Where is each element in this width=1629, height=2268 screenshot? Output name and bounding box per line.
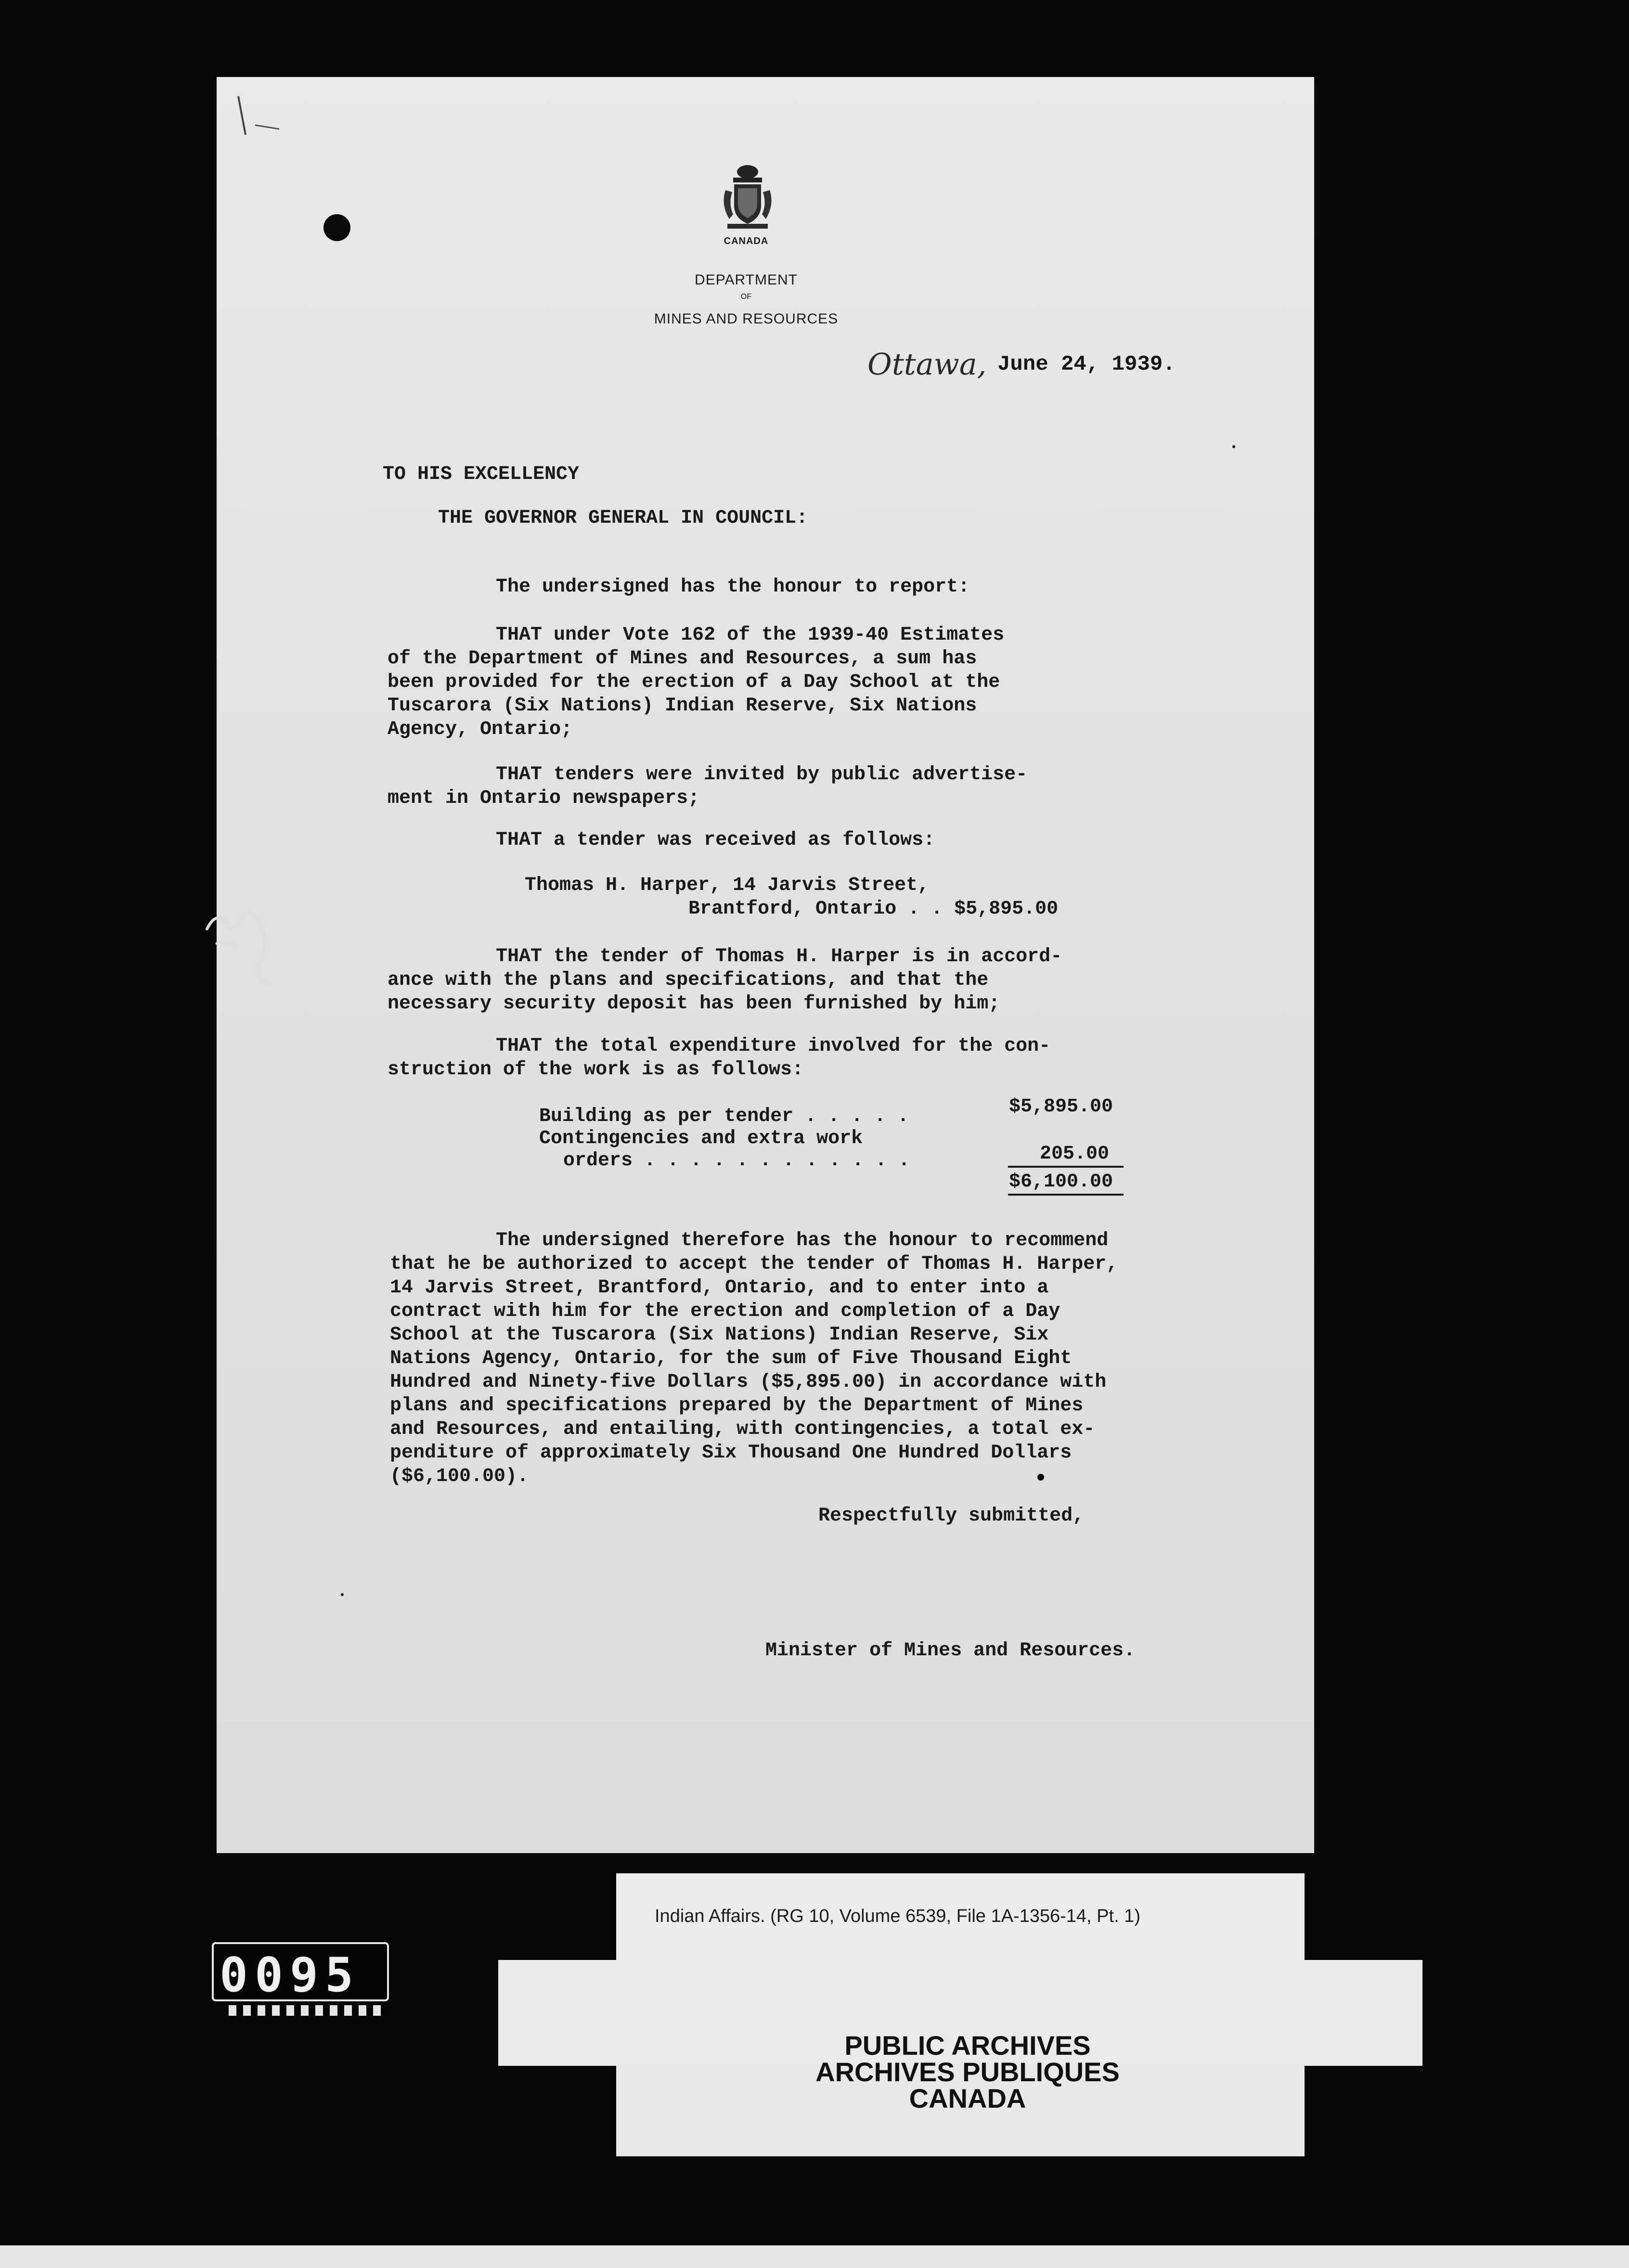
para5-line: THAT the total expenditure involved for the con- bbox=[496, 1035, 1051, 1057]
cost-building-amount: $5,895.00 bbox=[1009, 1096, 1113, 1118]
para6-line: 14 Jarvis Street, Brantford, Ontario, and to enter into a bbox=[390, 1277, 1049, 1299]
cost-building-label: Building as per tender . . . . . bbox=[539, 1106, 909, 1127]
coat-of-arms-icon bbox=[719, 161, 776, 233]
cost-contingencies-label-2: orders . . . . . . . . . . . . bbox=[563, 1150, 910, 1172]
letterhead-ministry: MINES AND RESOURCES bbox=[654, 311, 839, 327]
archive-stamp-line-3: CANADA bbox=[909, 2083, 1026, 2113]
cost-total: $6,100.00 bbox=[1009, 1171, 1113, 1193]
corner-mark bbox=[226, 91, 294, 149]
punch-hole bbox=[323, 214, 350, 241]
film-edge bbox=[0, 2245, 1629, 2268]
para6-line: Nations Agency, Ontario, for the sum of Five Thousand Eight bbox=[390, 1348, 1072, 1369]
speck bbox=[1037, 1474, 1044, 1481]
frame-number-box bbox=[212, 1942, 389, 2001]
para1-line: THAT under Vote 162 of the 1939-40 Estimates bbox=[496, 624, 1005, 646]
para6-line: Hundred and Ninety-five Dollars ($5,895.00) in accordance with bbox=[390, 1371, 1107, 1393]
subtotal-rule bbox=[1008, 1166, 1124, 1168]
para6-line: penditure of approximately Six Thousand One Hundred Dollars bbox=[390, 1442, 1072, 1464]
archive-citation: Indian Affairs. (RG 10, Volume 6539, File 1A-1356-14, Pt. 1) bbox=[655, 1906, 1140, 1926]
date: June 24, 1939. bbox=[997, 352, 1176, 376]
address-line-1: TO HIS EXCELLENCY bbox=[383, 464, 580, 485]
para6-line: ($6,100.00). bbox=[390, 1466, 529, 1487]
para4-line: THAT the tender of Thomas H. Harper is in accord- bbox=[496, 946, 1062, 967]
para6-line: contract with him for the erection and completion of a Day bbox=[390, 1301, 1060, 1322]
archive-stamp-line-2: ARCHIVES PUBLIQUES bbox=[815, 2057, 1120, 2087]
address-line-2: THE GOVERNOR GENERAL IN COUNCIL: bbox=[438, 507, 808, 529]
para2-line: ment in Ontario newspapers; bbox=[388, 787, 700, 809]
letterhead-department: DEPARTMENT bbox=[695, 272, 798, 288]
para6-line: and Resources, and entailing, with contingencies, a total ex- bbox=[390, 1418, 1095, 1440]
place: Ottawa, bbox=[867, 347, 987, 382]
closing: Respectfully submitted, bbox=[818, 1505, 1085, 1527]
letterhead-of: OF bbox=[740, 293, 752, 301]
para1-line: of the Department of Mines and Resources, a sum has bbox=[388, 648, 977, 670]
para1-line: Tuscarora (Six Nations) Indian Reserve, Six Nations bbox=[388, 695, 977, 717]
film-perforation bbox=[229, 2005, 388, 2016]
cost-contingencies-amount: 205.00 bbox=[1040, 1143, 1110, 1165]
document-page bbox=[217, 77, 1314, 1853]
archive-stamp-line-1: PUBLIC ARCHIVES bbox=[844, 2030, 1091, 2061]
para1-line: been provided for the erection of a Day School at the bbox=[388, 671, 1000, 693]
para6-line: plans and specifications prepared by the Department of Mines bbox=[390, 1395, 1084, 1417]
tender-line-2: Brantford, Ontario . . $5,895.00 bbox=[688, 898, 1059, 920]
para6-line: that he be authorized to accept the tender of Thomas H. Harper, bbox=[390, 1253, 1118, 1275]
para3-line: THAT a tender was received as follows: bbox=[496, 829, 935, 851]
tender-line-1: Thomas H. Harper, 14 Jarvis Street, bbox=[525, 875, 930, 896]
cost-contingencies-label: Contingencies and extra work bbox=[539, 1128, 863, 1149]
handwritten-initials bbox=[197, 890, 289, 987]
intro-line: The undersigned has the honour to report: bbox=[496, 576, 970, 598]
para4-line: ance with the plans and specifications, and that the bbox=[388, 969, 989, 991]
frame-number: 0095 bbox=[220, 1948, 361, 2003]
para2-line: THAT tenders were invited by public advertise- bbox=[496, 764, 1028, 786]
para6-line: The undersigned therefore has the honour to recommend bbox=[496, 1230, 1109, 1251]
speck bbox=[341, 1593, 344, 1596]
speck bbox=[1232, 445, 1235, 448]
para5-line: struction of the work is as follows: bbox=[388, 1059, 804, 1081]
para4-line: necessary security deposit has been furnished by him; bbox=[388, 993, 1000, 1015]
letterhead-country: CANADA bbox=[724, 236, 769, 246]
total-rule bbox=[1008, 1194, 1124, 1196]
para6-line: School at the Tuscarora (Six Nations) Indian Reserve, Six bbox=[390, 1324, 1049, 1346]
para1-line: Agency, Ontario; bbox=[388, 719, 573, 740]
signatory: Minister of Mines and Resources. bbox=[765, 1640, 1136, 1662]
